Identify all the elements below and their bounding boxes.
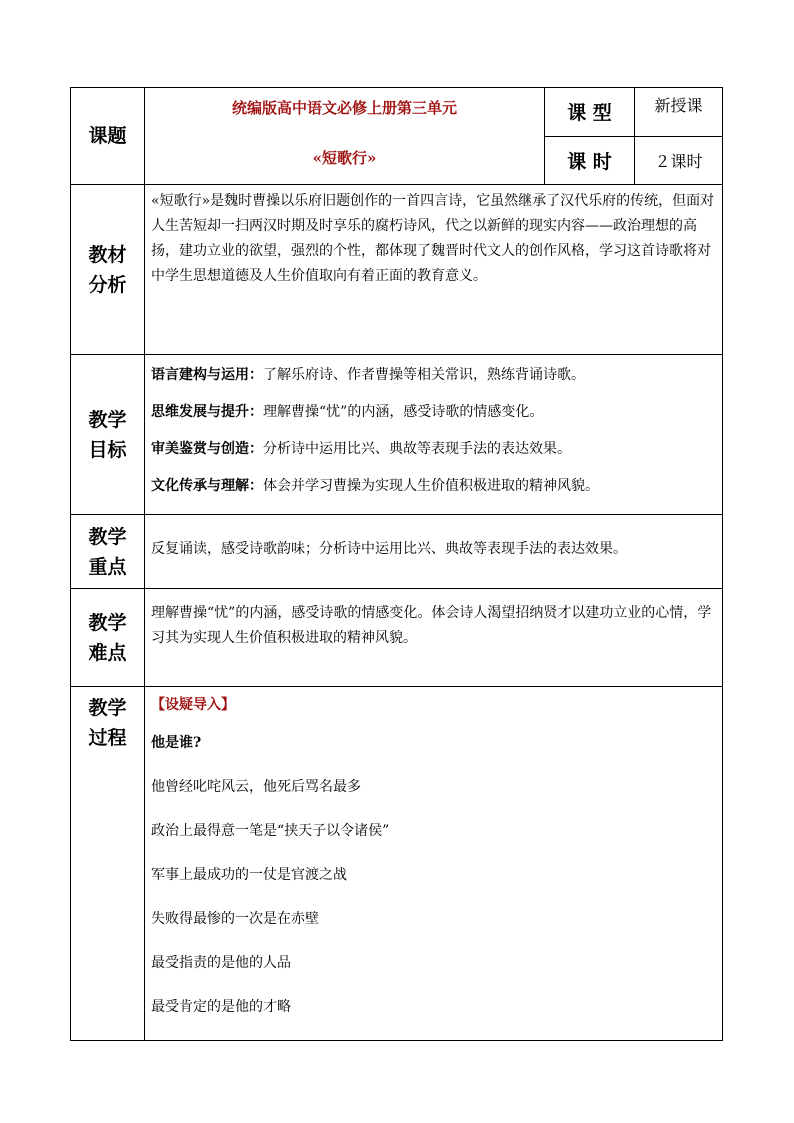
objective-head: 思维发展与提升： <box>151 404 263 420</box>
objective-head: 语言建构与运用： <box>151 367 263 383</box>
objective-item <box>151 402 716 422</box>
label-difficulties-text: 教学难点 <box>88 611 127 664</box>
process-line: 他曾经叱咤风云，他死后骂名最多 <box>151 779 361 795</box>
process-line: 最受肯定的是他的才略 <box>151 999 291 1015</box>
lesson-plan-table <box>70 87 723 1041</box>
title-line-2: «短歌行» <box>312 149 377 167</box>
label-key-points-text: 教学重点 <box>88 525 127 578</box>
label-process <box>71 687 145 1041</box>
label-lesson-type: 课 型 <box>545 88 635 137</box>
process-line: 最受指责的是他的人品 <box>151 955 291 971</box>
process-content <box>145 687 723 1041</box>
section-heading: 【设疑导入】 <box>151 697 235 713</box>
difficulties-row <box>71 589 723 687</box>
title-line-1: 统编版高中语文必修上册第三单元 <box>231 99 457 117</box>
key-points-paragraph: 反复诵读，感受诗歌韵味；分析诗中运用比兴、典故等表现手法的表达效果。 <box>151 541 627 557</box>
analysis-row <box>71 185 723 355</box>
label-key-points <box>71 515 145 589</box>
objective-text: 体会并学习曹操为实现人生价值积极进取的精神风貌。 <box>263 478 599 494</box>
label-analysis <box>71 185 145 355</box>
objective-head: 文化传承与理解： <box>151 478 263 494</box>
objective-text: 分析诗中运用比兴、典故等表现手法的表达效果。 <box>263 441 571 457</box>
analysis-paragraph: «短歌行»是魏时曹操以乐府旧题创作的一首四言诗，它虽然继承了汉代乐府的传统，但面对人生苦短却一扫两汉时期及时享乐的腐朽诗风，代之以新鲜的现实内容——政治理想的高扬，建功立业的欲望，强烈的个性，都体现了魏晋时代文人的创作风格，学习这首诗歌将对中学生思想道德及人生价值取向有着正面的教育意义。 <box>151 193 715 284</box>
class-hours-value: ２课时 <box>635 136 723 185</box>
header-row-type <box>71 88 723 137</box>
label-objectives-text: 教学目标 <box>88 408 127 461</box>
objective-text: 了解乐府诗、作者曹操等相关常识，熟练背诵诗歌。 <box>263 367 585 383</box>
lesson-title <box>145 88 545 185</box>
lesson-type-value: 新授课 <box>635 88 723 137</box>
objective-item <box>151 439 716 459</box>
key-points-text <box>145 515 723 589</box>
process-row <box>71 687 723 1041</box>
objectives-list <box>145 355 723 515</box>
objective-item <box>151 476 716 496</box>
lead-question: 他是谁? <box>151 735 202 751</box>
analysis-text <box>145 185 723 355</box>
label-difficulties <box>71 589 145 687</box>
label-process-text: 教学过程 <box>88 697 127 749</box>
label-topic: 课题 <box>71 88 145 185</box>
difficulties-paragraph: 理解曹操“忧”的内涵，感受诗歌的情感变化。体会诗人渴望招纳贤才以建功立业的心情，学习其为实现人生价值积极进取的精神风貌。 <box>151 605 712 646</box>
difficulties-text <box>145 589 723 687</box>
objective-item <box>151 365 716 385</box>
label-analysis-text: 教材分析 <box>88 243 127 296</box>
label-class-hours: 课 时 <box>545 136 635 185</box>
objective-text: 理解曹操“忧”的内涵，感受诗歌的情感变化。 <box>263 404 544 420</box>
objectives-row <box>71 355 723 515</box>
objective-head: 审美鉴赏与创造： <box>151 441 263 457</box>
process-line: 政治上最得意一笔是“挟天子以令诸侯” <box>151 823 390 839</box>
process-line: 军事上最成功的一仗是官渡之战 <box>151 867 347 883</box>
label-objectives <box>71 355 145 515</box>
process-line: 失败得最惨的一次是在赤壁 <box>151 911 319 927</box>
key-points-row <box>71 515 723 589</box>
